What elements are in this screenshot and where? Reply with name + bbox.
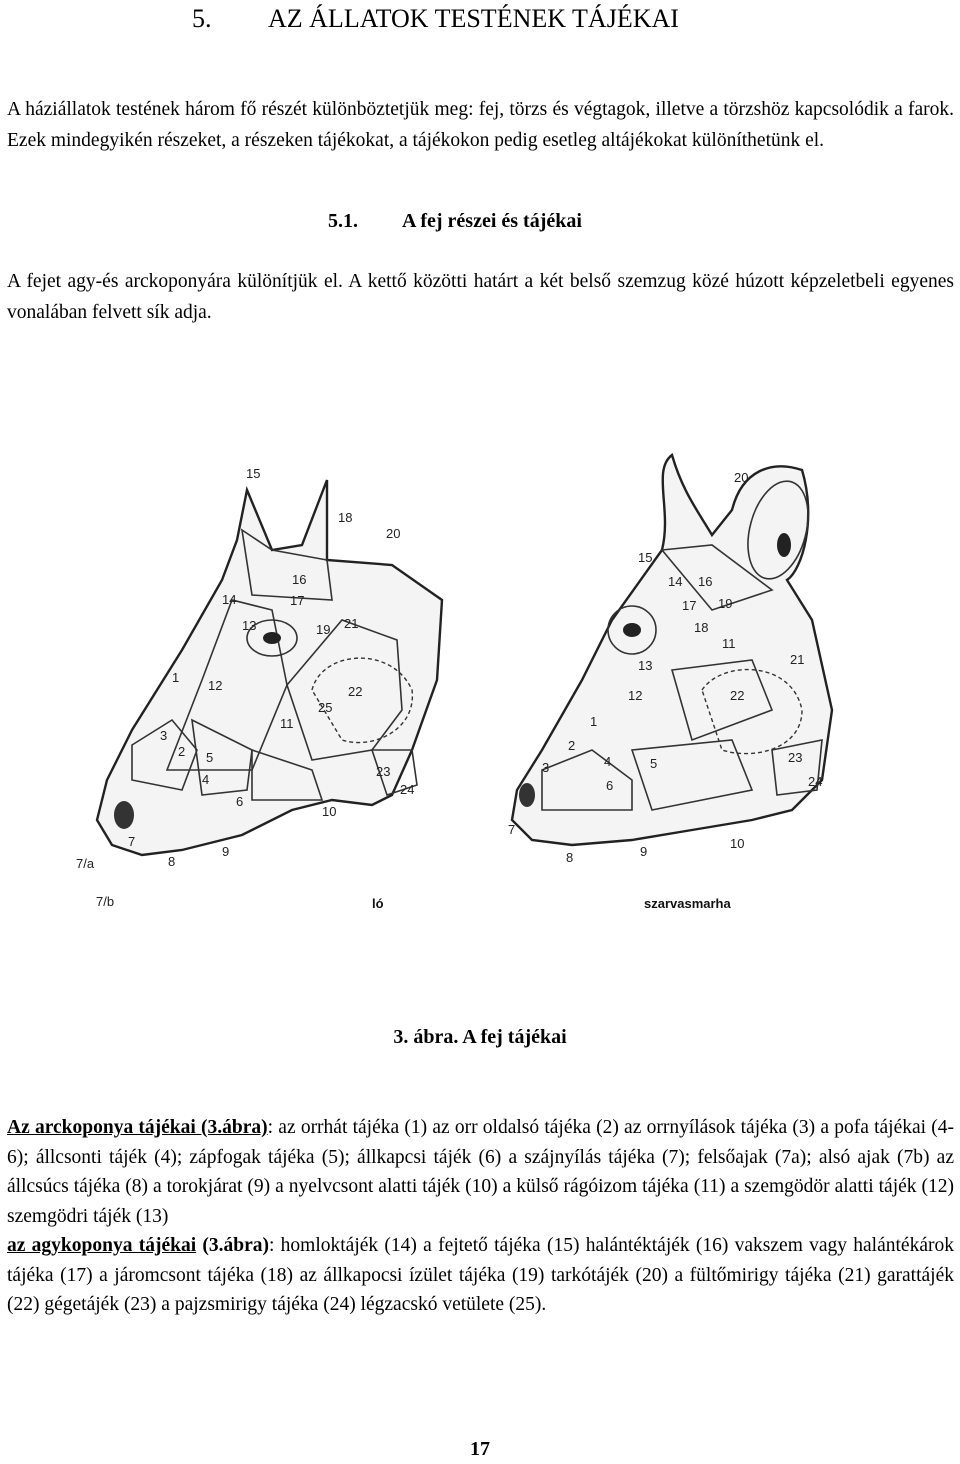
cow-label: 20 <box>734 470 749 485</box>
horse-label: 7/b <box>96 894 115 909</box>
facial-skull-text: : az orrhát tájéka (1) az orr oldalsó tájéka (2) az orrnyílások tájéka (3) a pofa tájékai (4-6); állcsonti tájék (4); zápfogak tájéka (5); állkapcsi tájék (6) a szájnyílás tájéka (7); felsőajak (7a); alsó ajak (7b) az állcsúcs tájéka (8) a torokjárat (9) a nyelvcsont alatti tájék (10) a külső rágóizom tájéka (11) a szemgödör alatti tájék (12) szemgödri tájék (13) <box>7 1117 954 1227</box>
cow-label: 6 <box>606 778 614 793</box>
horse-label: 21 <box>344 616 359 631</box>
horse-label: 13 <box>242 618 257 633</box>
horse-label: 17 <box>290 593 305 608</box>
cow-label: 17 <box>682 598 697 613</box>
cow-label: 10 <box>730 836 745 851</box>
cow-label: 23 <box>788 750 803 765</box>
cow-label: 18 <box>694 620 709 635</box>
horse-label: 8 <box>168 854 176 869</box>
cranium-term: az agykoponya tájékai <box>7 1235 197 1256</box>
horse-label: 10 <box>322 804 337 819</box>
cow-label: 8 <box>566 850 574 865</box>
regions-description <box>7 1113 954 1320</box>
horse-label: 3 <box>160 728 168 743</box>
facial-skull-term: Az arckoponya tájékai (3.ábra) <box>7 1117 268 1138</box>
horse-label: 23 <box>376 764 391 779</box>
head-regions-illustration <box>72 450 892 920</box>
cow-label: 9 <box>640 844 648 859</box>
horse-label: 2 <box>178 744 186 759</box>
section-paragraph: A fejet agy-és arckoponyára különítjük el. A kettő közötti határt a két belső szemzug közé húzott képzeletbeli egyenes vonalában felvett sík adja. <box>7 271 954 323</box>
cow-label: 19 <box>718 596 733 611</box>
cow-label: 14 <box>668 574 683 589</box>
cow-caption: szarvasmarha <box>644 896 731 911</box>
horse-label: 12 <box>208 678 223 693</box>
horse-label: 5 <box>206 750 214 765</box>
cow-head-drawing <box>512 455 832 845</box>
horse-label: 18 <box>338 510 353 525</box>
cow-label: 7 <box>508 822 516 837</box>
cow-label: 11 <box>722 636 736 651</box>
figure-caption: 3. ábra. A fej tájékai <box>393 1026 567 1048</box>
section-title-text: A fej részei és tájékai <box>402 210 582 232</box>
page-number: 17 <box>470 1438 490 1460</box>
chapter-number: 5. <box>192 4 212 33</box>
horse-label: 25 <box>318 700 333 715</box>
head-regions-figure <box>72 450 892 920</box>
horse-label: 7 <box>128 834 136 849</box>
horse-label: 1 <box>172 670 180 685</box>
horse-label: 9 <box>222 844 230 859</box>
cranium-text: : homloktájék (14) a fejtető tájéka (15) halántéktájék (16) vakszem vagy halántékárok tájéka (17) a járomcsont tájéka (18) az állkapocsi ízület tájéka (19) tarkótájék (20) a fültőmirigy tájéka (21) garattájék (22) gégetájék (23) a pajzsmirigy tájéka (24) légzacskó vetülete (25). <box>7 1235 954 1315</box>
cow-label: 21 <box>790 652 805 667</box>
cow-label: 16 <box>698 574 713 589</box>
horse-label: 20 <box>386 526 401 541</box>
cow-label: 3 <box>542 760 550 775</box>
horse-label: 6 <box>236 794 244 809</box>
cow-label: 22 <box>730 688 745 703</box>
horse-label: 16 <box>292 572 307 587</box>
section-number: 5.1. <box>328 210 358 232</box>
horse-label: 14 <box>222 592 237 607</box>
cow-label: 5 <box>650 756 658 771</box>
cow-label: 4 <box>604 754 612 769</box>
cow-label: 15 <box>638 550 653 565</box>
section-title <box>328 210 582 233</box>
cranium-figure-ref: (3.ábra) <box>196 1235 269 1256</box>
horse-label: 7/a <box>76 856 95 871</box>
intro-paragraph: A háziállatok testének három fő részét különböztetjük meg: fej, törzs és végtagok, illetve a törzshöz kapcsolódik a farok. Ezek mindegyikén részeket, a részeken tájékokat, a tájékokon pedig esetleg altájékokat különíthetünk el. <box>7 99 954 151</box>
horse-label: 19 <box>316 622 331 637</box>
chapter-title <box>192 4 679 34</box>
horse-label: 24 <box>400 782 415 797</box>
cow-label: 13 <box>638 658 653 673</box>
horse-label: 22 <box>348 684 363 699</box>
cow-label: 1 <box>590 714 598 729</box>
cow-label: 24 <box>808 774 823 789</box>
horse-caption: ló <box>372 896 384 911</box>
horse-label: 11 <box>280 716 294 731</box>
horse-label: 15 <box>246 466 261 481</box>
chapter-title-text: AZ ÁLLATOK TESTÉNEK TÁJÉKAI <box>268 4 679 33</box>
cow-label: 2 <box>568 738 576 753</box>
horse-label: 4 <box>202 772 210 787</box>
cow-label: 12 <box>628 688 643 703</box>
